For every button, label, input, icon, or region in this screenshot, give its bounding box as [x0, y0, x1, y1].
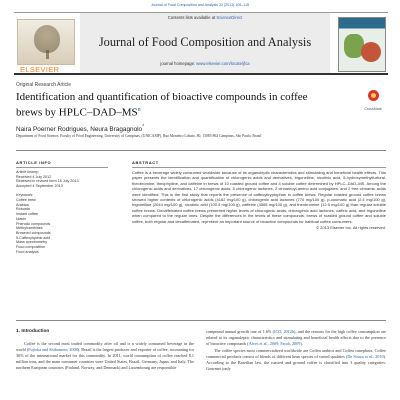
publisher-name: ELSEVIER — [20, 65, 60, 74]
intro-text: The coffee species most commercialized worldwide are Coffea arabica and Coffea canephora. Coffee commercial products consist of blends of different bean species of varied qualities ( — [206, 348, 386, 359]
history-heading: Article history: — [16, 170, 40, 174]
keyword-item: Methylxanthines — [16, 226, 43, 231]
citation-link[interactable]: Fujioka and Shibamoto, 2008 — [28, 347, 78, 352]
history-item: Accepted 4 September 2013 — [16, 183, 63, 188]
keywords-list — [16, 193, 108, 254]
homepage-prefix: journal homepage: — [160, 61, 196, 66]
keyword-item: Niacin — [16, 216, 27, 221]
article-title — [16, 91, 336, 120]
contents-prefix: Contents lists available at — [167, 15, 216, 20]
abstract-panel — [132, 160, 386, 230]
corresponding-author-mark[interactable]: * — [142, 124, 145, 130]
intro-paragraph — [206, 329, 386, 347]
crossmark-label: CrossMark — [364, 107, 382, 111]
citation-link[interactable]: De Souza et al., 2010 — [347, 354, 384, 359]
sciencedirect-link[interactable]: ScienceDirect — [216, 15, 243, 20]
section-heading-introduction: 1. Introduction — [16, 329, 50, 334]
journal-homepage-line — [80, 61, 330, 66]
intro-text: ). Brazil is the largest producer and exporter of coffee, accounting for 30% of the international market for this commodity. In 2011, world consumption of coffee reached 8.1 million tons, and the main consumer countries were United States, Brazil, Germany, Japan, and Italy. The northern European countries (Finland, Norway, and Denmark) and Luxembourg are responsible — [16, 347, 195, 370]
crossmark-badge[interactable] — [358, 88, 388, 111]
journal-banner — [80, 13, 330, 73]
keyword-item: Mass spectrometry — [16, 240, 48, 245]
homepage-link[interactable]: www.elsevier.com/locate/jfca — [196, 61, 250, 66]
elsevier-tree-logo-icon — [17, 19, 75, 65]
journal-header — [14, 12, 388, 75]
title-footnote-mark[interactable]: n — [137, 107, 141, 114]
history-item: Received 4 July 2012 — [16, 174, 52, 179]
article-history — [16, 170, 108, 188]
keyword-item: Food analysis — [16, 249, 39, 254]
intro-text: ). According to the Brazilian law, the roasted and ground coffee is classified into 3 quality categories: Gourmet (only — [206, 354, 386, 371]
history-item: Received in revised form 18 July 2013 — [16, 179, 79, 184]
intro-text: Coffee is the second most traded commodity after oil and is a widely consumed beverage in the world ( — [16, 341, 194, 352]
keyword-item: 5-Caffeoylquinic acid — [16, 235, 51, 240]
affiliation: Department of Food Science, Faculty of Food Engineering, University of Campinas, (UNICAMP), Rua Monteiro Lobato, 80, 13083-862 Campinas, São Paulo, Brazil — [16, 134, 262, 138]
keywords-heading: Keywords: — [16, 193, 34, 198]
keyword-item: Browned compounds — [16, 231, 51, 235]
article-info-panel — [16, 160, 108, 255]
keyword-item: Instant coffee — [16, 212, 39, 217]
abstract-divider — [16, 320, 386, 321]
intro-text: compound annual growth rate of 1.6% ( — [206, 329, 275, 334]
contents-line — [80, 15, 330, 20]
keyword-item: Arabica — [16, 202, 29, 207]
intro-right-column — [206, 329, 386, 372]
author-list — [16, 124, 144, 133]
citation-link[interactable]: ICO, 2012b — [274, 329, 295, 334]
journal-cover-image — [338, 17, 386, 72]
abstract-heading: ABSTRACT — [132, 160, 386, 168]
keyword-item: Phenolic compounds — [16, 221, 51, 226]
author-names: Naira Poerner Rodrigues, Neura Bragagnolo — [16, 126, 143, 134]
copyright-line: © 2013 Elsevier Inc. All rights reserved. — [316, 225, 386, 231]
intro-paragraph — [206, 348, 386, 372]
crossmark-icon — [368, 90, 379, 101]
article-info-heading: ARTICLE INFO — [16, 160, 108, 168]
intro-text: ). — [300, 341, 303, 346]
article-type: Original Research Article — [16, 82, 72, 88]
keyword-item: Robusta — [16, 207, 30, 212]
article-title-text: Identification and quantification of bioactive compounds in coffee brews by HPLC–DAD–MS — [16, 91, 308, 120]
keyword-item: Food composition — [16, 245, 46, 250]
intro-left-column — [16, 341, 194, 371]
keyword-item: Coffee brew — [16, 198, 36, 203]
journal-title: Journal of Food Composition and Analysis — [98, 35, 312, 49]
header-divider — [16, 150, 386, 151]
journal-citation-line: Journal of Food Composition and Analysis 32 (2013) 105–115 — [150, 3, 250, 7]
intro-text: ), and the reasons for the high coffee consumption are related to its organoleptic characteristics and stimulating and beneficial health effects due to the presence of bioactive compounds ( — [206, 329, 386, 346]
abstract-text: Coffee is a beverage widely consumed worldwide because of its organoleptic characteristics and stimulating and beneficial health effects. This paper presents the identification and quantification of chlorogenic acids and derivatives, trigonelline, nicotinic acid, 5-hydroxymethylfurfural, theobromine, theophylline, and caffeine in brews of 10 roasted ground coffee and 4 soluble coffee determined by HPLC–DAD–MS. Among the chlorogenic acids and derivatives, 17 chlorogenic acids, 5 chlorogenic lactones, 2 cinnamoyl-amino acid conjugates, and 2 free cinnamic acids were identified. This is the first study that reports the presence of caffeoyltryptophan in coffee brews. Regular roasted ground coffee brews showed higher contents of chlorogenic acids (4162 mg/100 g), chlorogenic acid lactones (770 mg/100 g), p-coumaric acid (2.4 mg/100 g), trigonelline (2044 mg/100 g), nicotinic acid (100.4 mg/100 g), caffeine (4565 mg/100 g), and theobromine (12.5 mg/100 g) than regular soluble coffee brews. Decaffeinated coffee brews presented higher levels of chlorogenic acids, chlorogenic acid lactones, caffeic acid, and trigonelline when compared to the regular ones. Despite the differences in the levels of these compounds, brews of roasted ground coffee and soluble coffee, both regular and decaffeinated, represent an important source of bioactive compounds for habitual coffee consumers. — [132, 170, 386, 224]
citation-link[interactable]: Alves et al., 2009; Farah, 2009 — [248, 341, 301, 346]
